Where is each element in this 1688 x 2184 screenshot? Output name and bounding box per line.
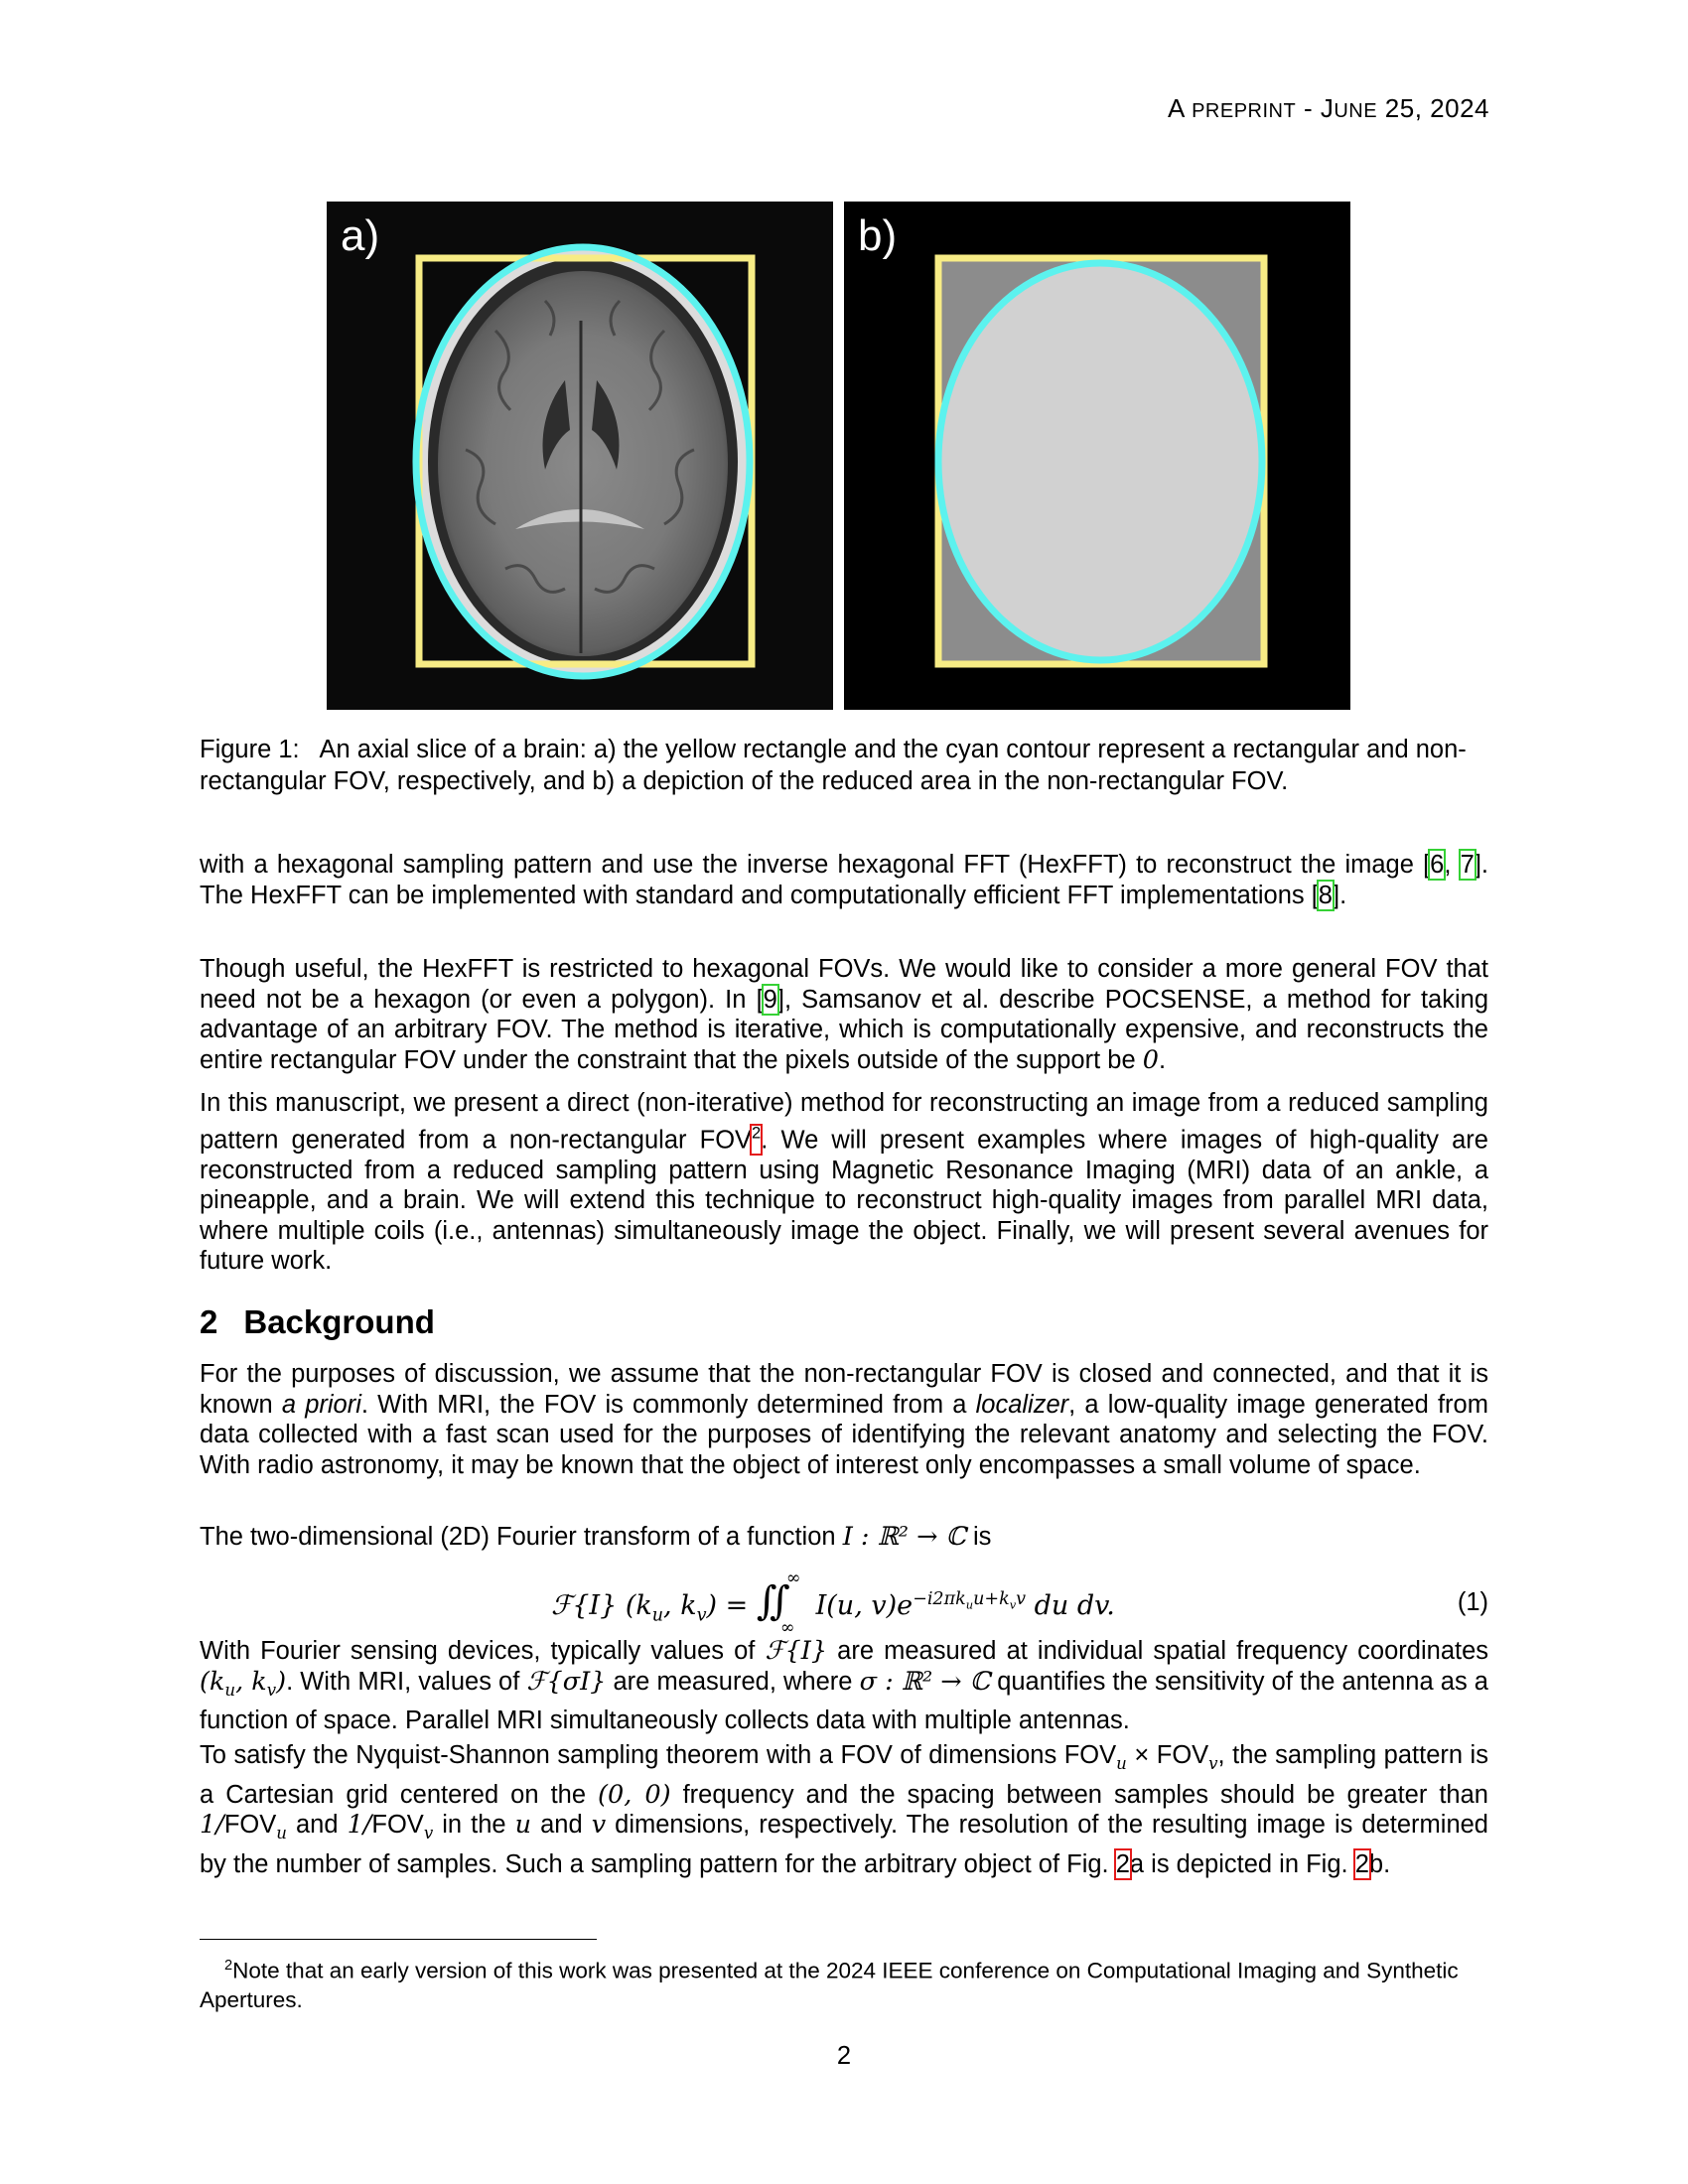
section-title: Background: [243, 1303, 435, 1340]
paragraph-1: with a hexagonal sampling pattern and use the inverse hexagonal FFT (HexFFT) to reconstruct the image [6, 7]. The HexFFT can be implemented with standard and computationally efficient FFT implementations [8].: [200, 851, 1488, 909]
paragraph-7: To satisfy the Nyquist-Shannon sampling theorem with a FOV of dimensions $FOV_u \times FOV_v$, the sampling pattern is a Cartesian grid centered on the (0, 0) frequency and the spacing between samples should be greater than $1/FOV_u$ and $1/FOV_v$ in the u and v dimensions, respectively. The resolution of the resulting image is determined by the number of samples. Such a sampling pattern for the arbitrary object of Fig. 2a is depicted in Fig. 2b.: [200, 1741, 1488, 1878]
citation-9[interactable]: 9: [763, 985, 777, 1014]
figure-panel-a: [327, 202, 833, 710]
reduced-area-diagram: [844, 202, 1350, 710]
panel-a-label: a): [341, 211, 380, 260]
caption-label: Figure 1:: [200, 736, 300, 763]
footnote-mark: 2: [224, 1958, 233, 1974]
footnote: [200, 1952, 1488, 2014]
brain-mri-image: [327, 202, 833, 710]
equation-1: ℱ{I} ($k_u$, $k_v$) = ∬ ∞ ∞ I(u, $v)e^{-i2\pi k_uu+k_vv}$ du dv.: [551, 1569, 1115, 1638]
citation-8[interactable]: 8: [1318, 881, 1333, 909]
citation-6[interactable]: 6: [1430, 851, 1445, 879]
paragraph-4: For the purposes of discussion, we assume that the non-rectangular FOV is closed and connected, and that it is known a priori. With MRI, the FOV is commonly determined from a localizer, a low-quality image generated from data collected with a fast scan used for the purposes of identifying the relevant anatomy and selecting the FOV. With radio astronomy, it may be known that the object of interest only encompasses a small volume of space.: [200, 1360, 1488, 1479]
paragraph-6: With Fourier sensing devices, typically values of ℱ{I} are measured at individual spatial frequency coordinates ($k_u$, $k_v$). With MRI, values of ℱ{σI} are measured, where σ : ℝ² → ℂ quantifies the sensitivity of the antenna as a function of space. Parallel MRI simultaneously collects data with multiple antennas.: [200, 1636, 1489, 1735]
figure-panel-b: [844, 202, 1350, 710]
figure-2-ref-b[interactable]: 2: [1354, 1849, 1369, 1878]
citation-7[interactable]: 7: [1460, 851, 1475, 879]
section-heading: [200, 1303, 435, 1341]
equation-number: (1): [1457, 1588, 1488, 1616]
panel-b-label: b): [858, 211, 898, 260]
paragraph-3: In this manuscript, we present a direct (non-iterative) method for reconstructing an image from a reduced sampling pattern generated from a non-rectangular FOV$^2$. We will present examples where images of high-quality are reconstructed from a reduced sampling pattern using Magnetic Resonance Imaging (MRI) data of an ankle, a pineapple, and a brain. We will extend this technique to reconstruct high-quality images from parallel MRI data, where multiple coils (i.e., antennas) simultaneously image the object. Finally, we will present several avenues for future work.: [200, 1089, 1488, 1275]
running-header: A PREPRINT - JUNE 25, 2024: [1167, 93, 1489, 123]
footnote-text: Note that an early version of this work was presented at the 2024 IEEE conference on Computational Imaging and Synthetic Apertures.: [200, 1958, 1459, 2012]
footnote-rule: [200, 1939, 597, 1940]
page-number: 2: [836, 2042, 852, 2070]
paragraph-2: Though useful, the HexFFT is restricted to hexagonal FOVs. We would like to consider a more general FOV that need not be a hexagon (or even a polygon). In [9], Samsanov et al. describe POCSENSE, a method for taking advantage of an arbitrary FOV. The method is iterative, which is computationally expensive, and reconstructs the entire rectangular FOV under the constraint that the pixels outside of the support be 0.: [200, 955, 1489, 1075]
figure-2-ref-a[interactable]: 2: [1115, 1849, 1130, 1878]
footnote-ref-2[interactable]: 2: [752, 1126, 761, 1154]
paragraph-5: The two-dimensional (2D) Fourier transform of a function I : ℝ² → ℂ is: [200, 1522, 992, 1552]
caption-text: An axial slice of a brain: a) the yellow rectangle and the cyan contour represent a rectangular and non-rectangular FOV, respectively, and b) a depiction of the reduced area in the non-rectangular FOV.: [200, 736, 1467, 795]
section-number: 2: [200, 1303, 218, 1340]
figure-caption: [200, 734, 1488, 797]
